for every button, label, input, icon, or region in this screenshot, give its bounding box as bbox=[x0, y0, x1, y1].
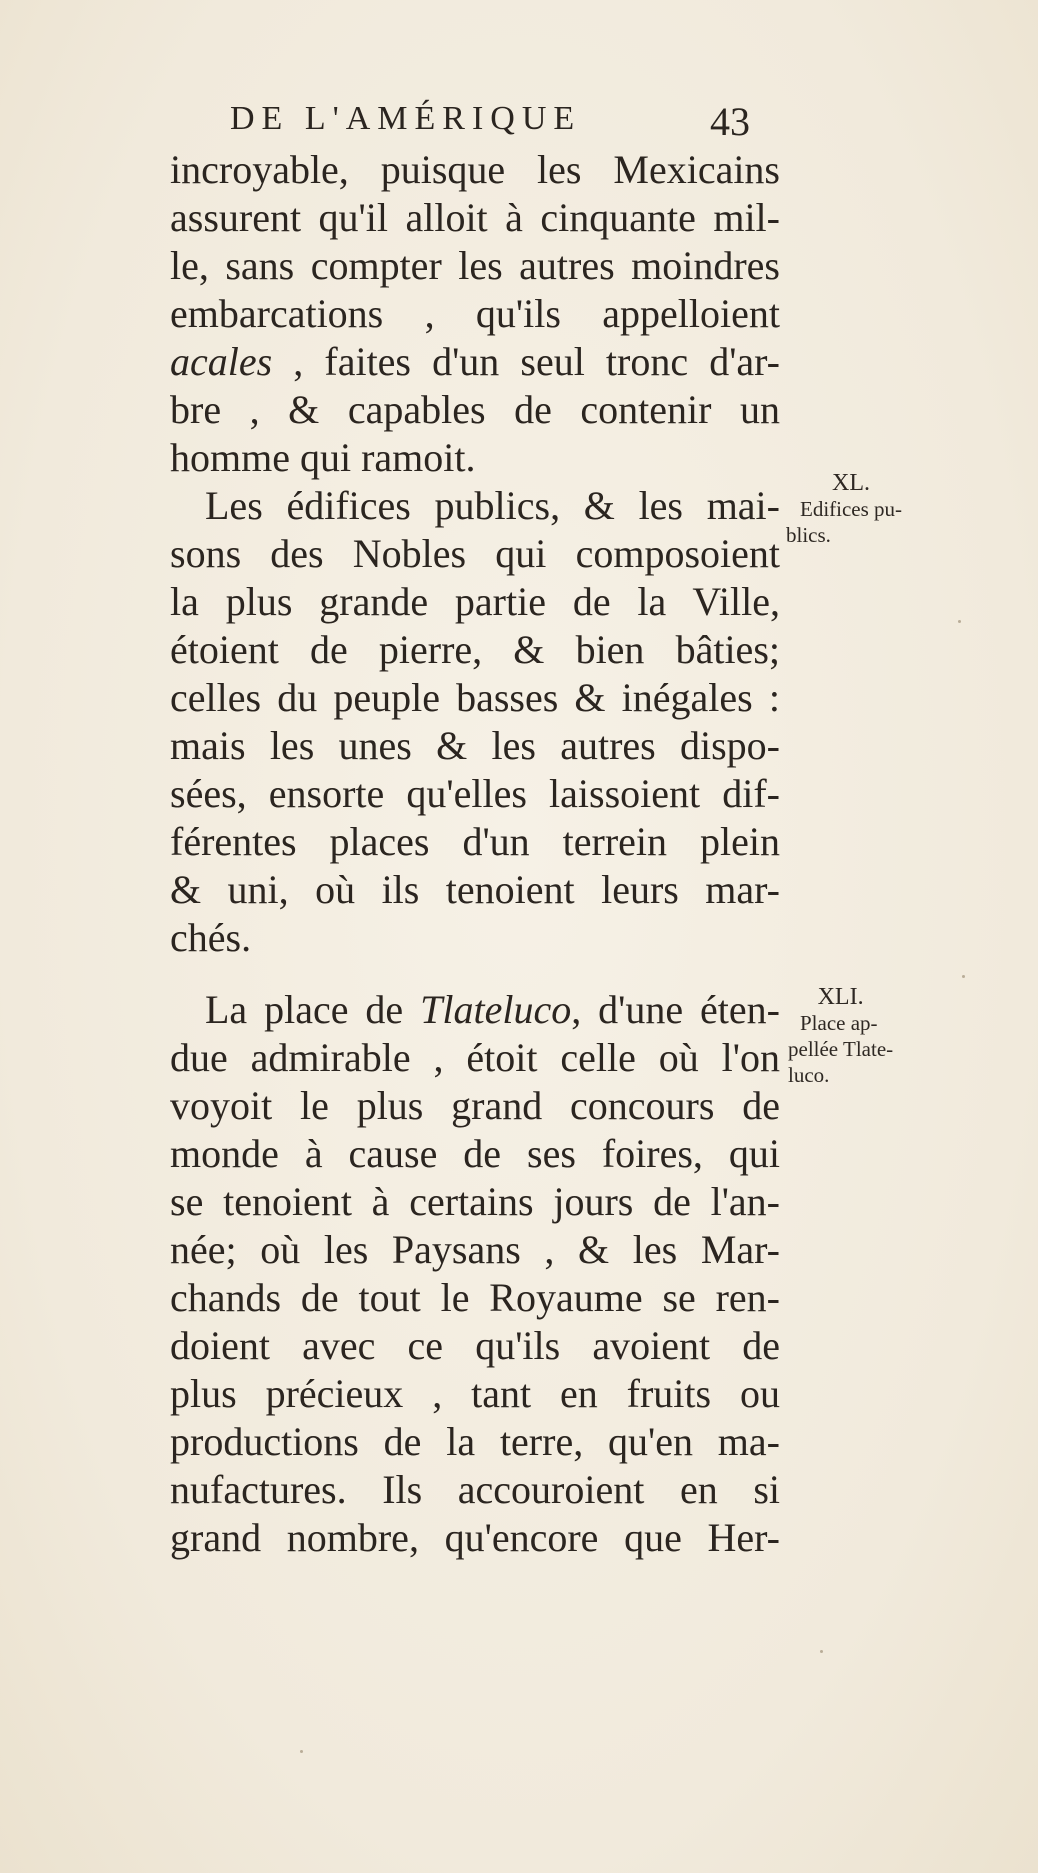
margin-note-number: XLI. bbox=[817, 984, 864, 1010]
text-line-16: & uni, où ils tenoient leurs mar- bbox=[170, 867, 780, 912]
text-line-20: voyoit le plus grand concours de bbox=[170, 1083, 780, 1128]
text-line-23: née; où les Paysans , & les Mar- bbox=[170, 1227, 780, 1272]
text-line-24: chands de tout le Royaume se ren- bbox=[170, 1275, 780, 1320]
text-line-17: chés. bbox=[170, 915, 252, 960]
paper-speck bbox=[962, 975, 965, 978]
margin-note-line: blics. bbox=[786, 523, 831, 547]
text-line-13: mais les unes & les autres dispo- bbox=[170, 723, 780, 768]
text-line-1: incroyable, puisque les Mexicains bbox=[170, 147, 780, 192]
text-line-4: embarcations , qu'ils appelloient bbox=[170, 291, 780, 336]
margin-note-xl bbox=[786, 470, 903, 548]
margin-note-number: XL. bbox=[832, 470, 871, 496]
text-line-29: grand nombre, qu'encore que Her- bbox=[170, 1515, 780, 1560]
text-line-14: sées, ensorte qu'elles laissoient dif- bbox=[170, 771, 780, 816]
text-line-18: La place de Tlateluco, d'une éten- bbox=[205, 987, 780, 1032]
margin-note-xli bbox=[788, 984, 893, 1088]
text-line-27: productions de la terre, qu'en ma- bbox=[170, 1419, 780, 1464]
text-line-6: bre , & capables de contenir un bbox=[170, 387, 780, 432]
text-line-25: doient avec ce qu'ils avoient de bbox=[170, 1323, 780, 1368]
margin-note-line: pellée Tlate- bbox=[788, 1037, 894, 1061]
text-line-15: férentes places d'un terrein plein bbox=[170, 819, 780, 864]
running-head-title: DE L'AMÉRIQUE bbox=[230, 100, 582, 137]
paper-speck bbox=[820, 1650, 823, 1653]
text-line-22: se tenoient à certains jours de l'an- bbox=[170, 1179, 780, 1224]
text-line-11: étoient de pierre, & bien bâties; bbox=[170, 627, 780, 672]
text-line-10: la plus grande partie de la Ville, bbox=[170, 579, 780, 624]
paper-speck bbox=[958, 620, 961, 623]
text-line-26: plus précieux , tant en fruits ou bbox=[170, 1371, 780, 1416]
text-line-2: assurent qu'il alloit à cinquante mil- bbox=[170, 195, 780, 240]
text-line-7: homme qui ramoit. bbox=[170, 435, 476, 480]
text-line-3: le, sans compter les autres moindres bbox=[170, 243, 780, 288]
page-number: 43 bbox=[710, 99, 750, 144]
text-line-19: due admirable , étoit celle où l'on bbox=[170, 1035, 780, 1080]
paper-speck bbox=[300, 1750, 303, 1753]
margin-note-line: luco. bbox=[788, 1063, 830, 1087]
margin-note-line: Edifices pu- bbox=[800, 497, 903, 521]
text-line-9: sons des Nobles qui composoient bbox=[170, 531, 780, 576]
margin-note-line: Place ap- bbox=[800, 1011, 878, 1035]
text-line-12: celles du peuple basses & inégales : bbox=[170, 675, 780, 720]
running-head bbox=[230, 100, 790, 150]
text-line-5: acales , faites d'un seul tronc d'ar- bbox=[170, 339, 780, 384]
text-line-28: nufactures. Ils accouroient en si bbox=[170, 1467, 780, 1512]
text-line-21: monde à cause de ses foires, qui bbox=[170, 1131, 780, 1176]
text-line-8: Les édifices publics, & les mai- bbox=[205, 483, 780, 528]
